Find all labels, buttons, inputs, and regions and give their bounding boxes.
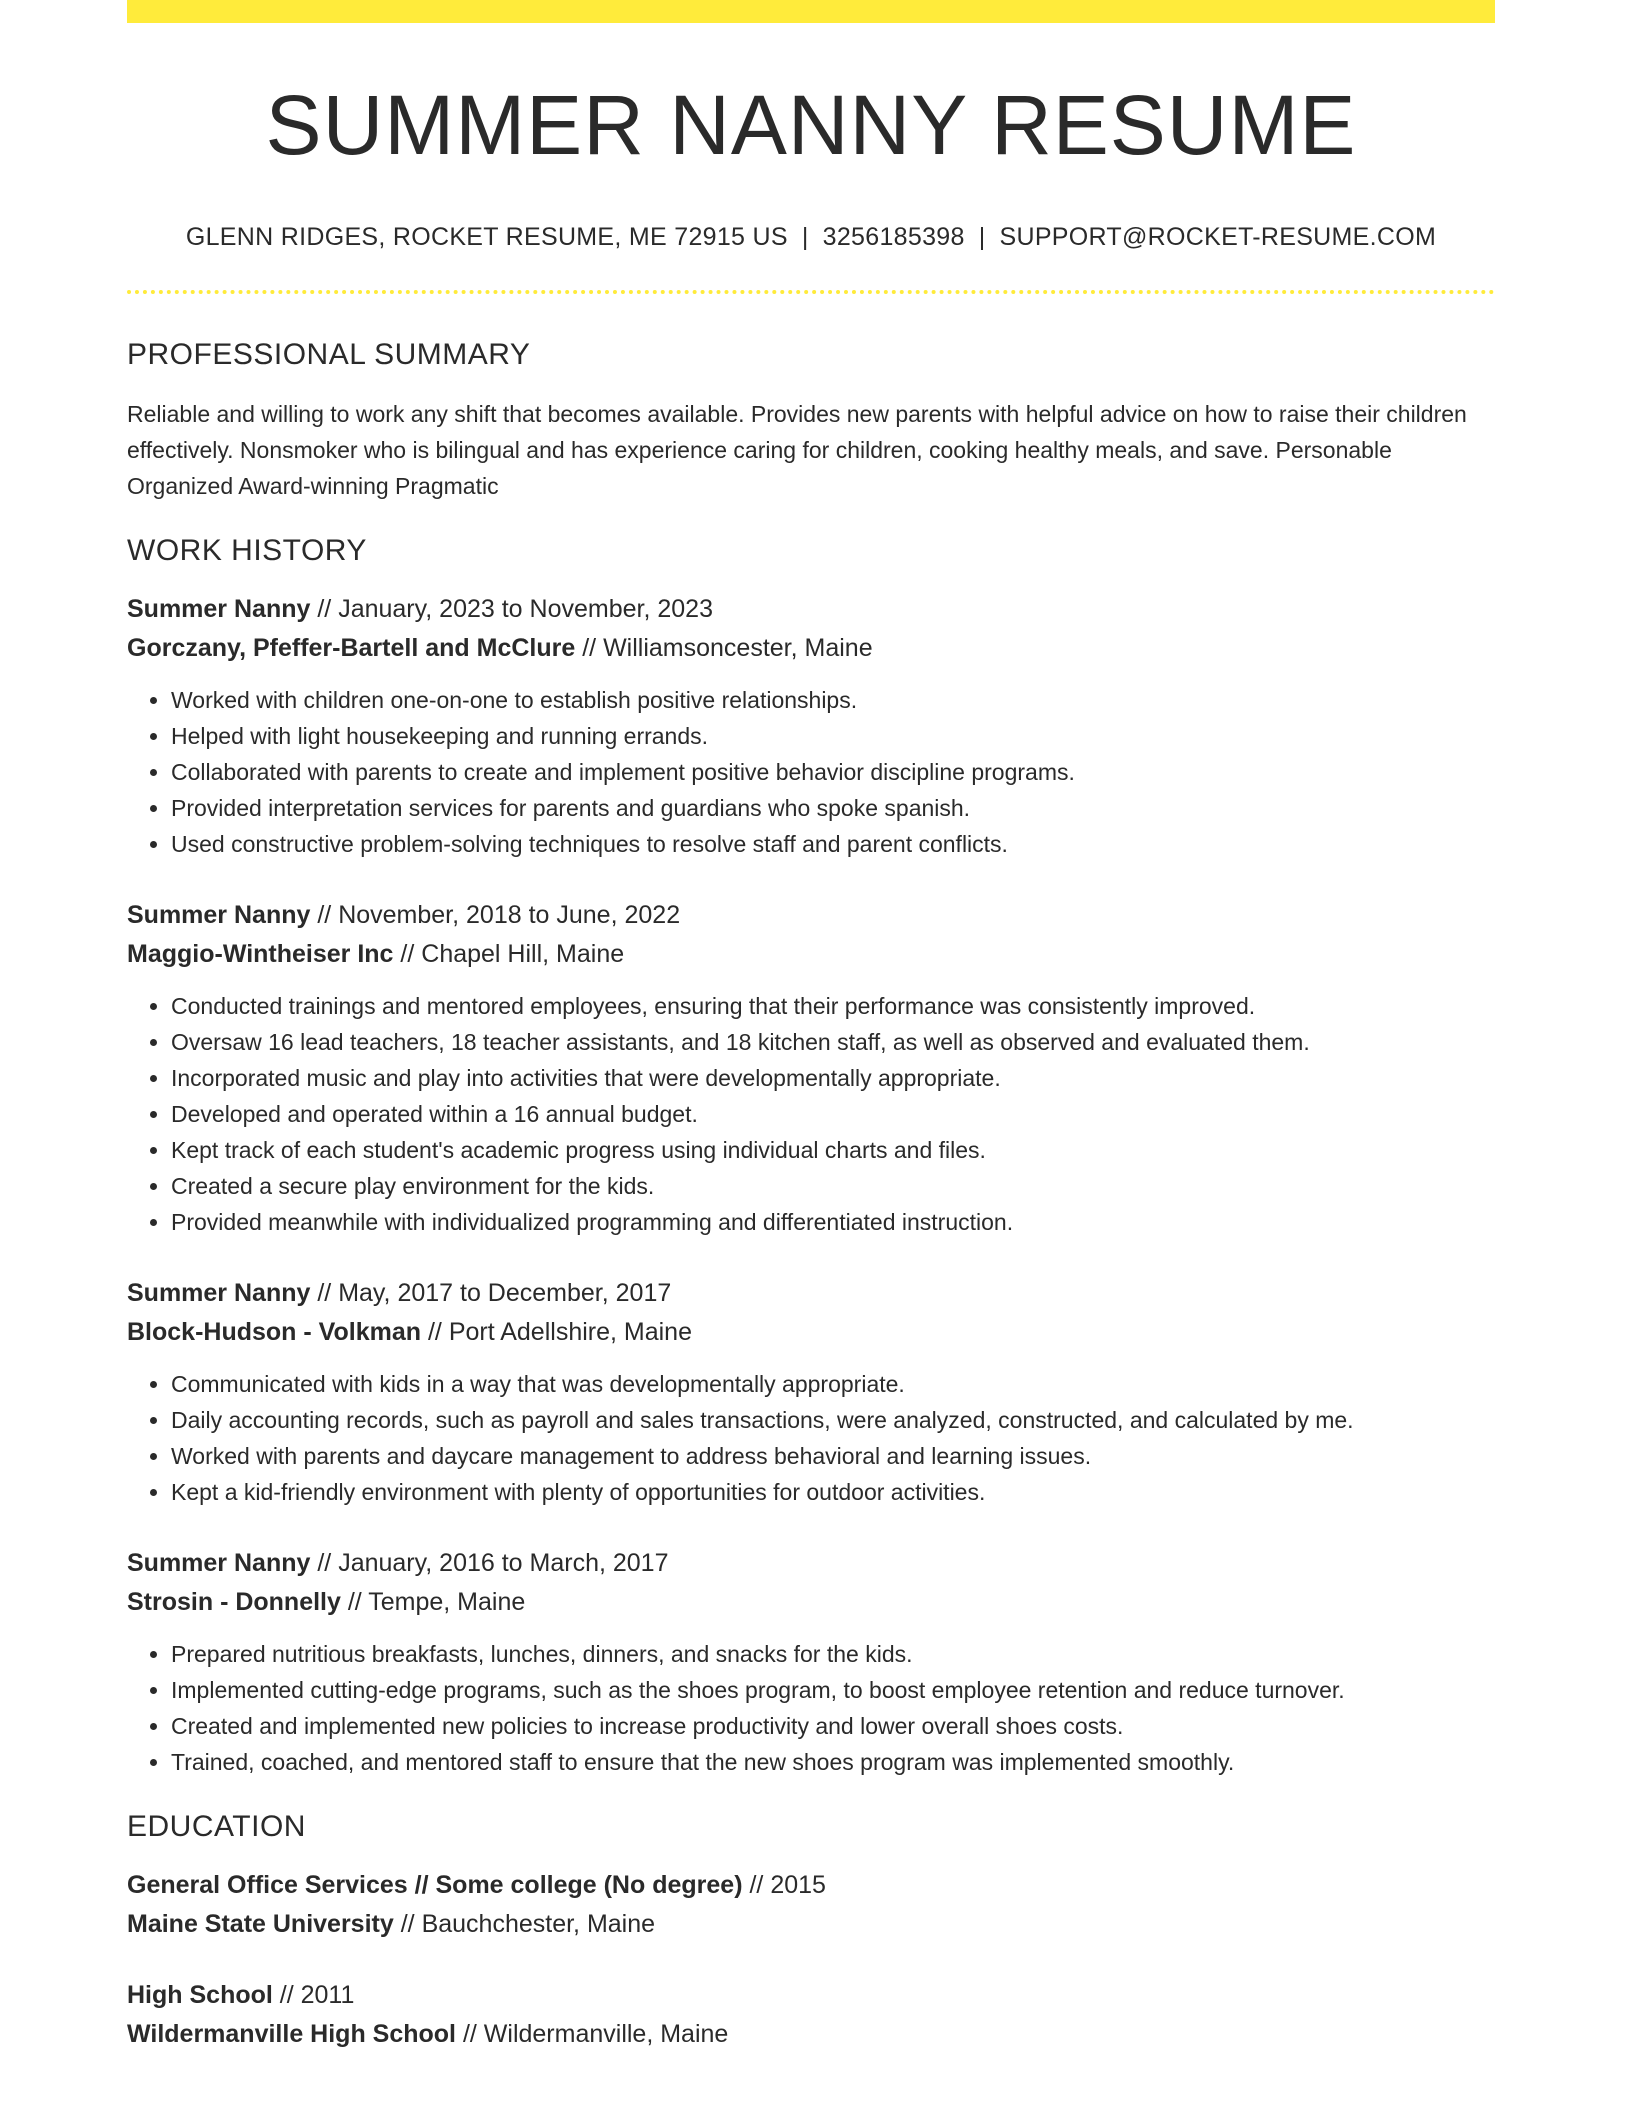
job-entry	[127, 590, 1495, 862]
education-school: Wildermanville High School	[127, 2020, 456, 2048]
job-title: Summer Nanny	[127, 901, 311, 929]
job-bullet: • Communicated with kids in a way that was developmentally appropriate.	[171, 1366, 1495, 1402]
job-dates: January, 2016 to March, 2017	[338, 1549, 669, 1577]
job-bullet: • Incorporated music and play into activities that were developmentally appropriate.	[171, 1060, 1495, 1096]
job-bullet: • Worked with parents and daycare management to address behavioral and learning issues.	[171, 1438, 1495, 1474]
contact-address: GLENN RIDGES, ROCKET RESUME, ME 72915 US	[185, 223, 788, 251]
education-heading: EDUCATION	[127, 1810, 306, 1843]
job-bullet: • Worked with children one-on-one to establish positive relationships.	[171, 682, 1495, 718]
job-bullet: • Provided meanwhile with individualized programming and differentiated instruction.	[171, 1204, 1495, 1240]
job-bullet: • Collaborated with parents to create and implement positive behavior discipline programs.	[171, 754, 1495, 790]
job-bullet: • Implemented cutting-edge programs, such as the shoes program, to boost employee retention and reduce turnover.	[171, 1672, 1495, 1708]
education-degree-line	[127, 1866, 1495, 1905]
job-entry	[127, 896, 1495, 1240]
job-company: Gorczany, Pfeffer-Bartell and McClure	[127, 634, 576, 662]
job-company: Strosin - Donnelly	[127, 1588, 341, 1616]
dotted-divider	[127, 290, 1495, 294]
job-title: Summer Nanny	[127, 595, 311, 623]
work-history-heading: WORK HISTORY	[127, 534, 367, 567]
education-school-line	[127, 1905, 1495, 1944]
resume-page	[127, 0, 1495, 2054]
job-entry	[127, 1544, 1495, 1780]
job-title-line	[127, 896, 1495, 935]
job-bullet: • Oversaw 16 lead teachers, 18 teacher assistants, and 18 kitchen staff, as well as observed and evaluated them.	[171, 1024, 1495, 1060]
field-separator: //	[742, 1871, 771, 1899]
education-location: Bauchchester, Maine	[421, 1910, 656, 1938]
job-bullet: • Prepared nutritious breakfasts, lunches, dinners, and snacks for the kids.	[171, 1636, 1495, 1672]
contact-separator: |	[978, 223, 986, 251]
education-school: Maine State University	[127, 1910, 394, 1938]
job-title-line	[127, 1274, 1495, 1313]
summary-heading: PROFESSIONAL SUMMARY	[127, 338, 531, 371]
job-title-line	[127, 1544, 1495, 1583]
job-bullet: • Created a secure play environment for the kids.	[171, 1168, 1495, 1204]
job-bullet: • Trained, coached, and mentored staff to ensure that the new shoes program was implemented smoothly.	[171, 1744, 1495, 1780]
work-history-list	[127, 590, 1495, 1780]
education-entry	[127, 1976, 1495, 2054]
job-location: Tempe, Maine	[368, 1588, 526, 1616]
contact-line	[127, 223, 1495, 252]
field-separator: //	[310, 901, 339, 929]
education-school-line	[127, 2015, 1495, 2054]
job-company-line	[127, 1313, 1495, 1352]
job-company: Maggio-Wintheiser Inc	[127, 940, 394, 968]
education-entry	[127, 1866, 1495, 1944]
field-separator: //	[310, 1549, 339, 1577]
job-title-line	[127, 590, 1495, 629]
job-company-line	[127, 935, 1495, 974]
job-bullets	[127, 988, 1495, 1240]
summary-text: Reliable and willing to work any shift that becomes available. Provides new parents with helpful advice on how to raise their children effectively. Nonsmoker who is bilingual and has experience caring for children, cooking healthy meals, and save. Personable Organized Award-winning Pragmatic	[127, 401, 1467, 499]
field-separator: //	[310, 595, 339, 623]
top-accent-bar	[127, 0, 1495, 23]
resume-title: SUMMER NANNY RESUME	[265, 78, 1357, 172]
education-location: Wildermanville, Maine	[483, 2020, 729, 2048]
job-company-line	[127, 1583, 1495, 1622]
education-degree: General Office Services // Some college (No degree)	[127, 1871, 743, 1899]
field-separator: //	[340, 1588, 369, 1616]
job-location: Williamsoncester, Maine	[603, 634, 873, 662]
education-degree-line	[127, 1976, 1495, 2015]
job-entry	[127, 1274, 1495, 1510]
job-title: Summer Nanny	[127, 1279, 311, 1307]
job-bullet: • Kept a kid-friendly environment with plenty of opportunities for outdoor activities.	[171, 1474, 1495, 1510]
field-separator: //	[575, 634, 604, 662]
job-location: Chapel Hill, Maine	[421, 940, 625, 968]
field-separator: //	[310, 1279, 339, 1307]
job-location: Port Adellshire, Maine	[448, 1318, 692, 1346]
job-bullets	[127, 1636, 1495, 1780]
field-separator: //	[272, 1981, 301, 2009]
education-degree: High School	[127, 1981, 273, 2009]
education-list	[127, 1866, 1495, 2054]
job-bullets	[127, 682, 1495, 862]
education-year: 2015	[770, 1871, 826, 1899]
education-year: 2011	[300, 1981, 355, 2009]
job-bullet: • Developed and operated within a 16 annual budget.	[171, 1096, 1495, 1132]
job-bullet: • Conducted trainings and mentored employees, ensuring that their performance was consistently improved.	[171, 988, 1495, 1024]
job-title: Summer Nanny	[127, 1549, 311, 1577]
job-bullet: • Used constructive problem-solving techniques to resolve staff and parent conflicts.	[171, 826, 1495, 862]
contact-phone: 3256185398	[822, 223, 965, 251]
job-dates: May, 2017 to December, 2017	[338, 1279, 672, 1307]
job-bullet: • Kept track of each student's academic progress using individual charts and files.	[171, 1132, 1495, 1168]
job-bullet: • Provided interpretation services for parents and guardians who spoke spanish.	[171, 790, 1495, 826]
job-company: Block-Hudson - Volkman	[127, 1318, 422, 1346]
contact-email: SUPPORT@ROCKET-RESUME.COM	[999, 223, 1437, 251]
job-dates: November, 2018 to June, 2022	[338, 901, 681, 929]
job-bullet: • Daily accounting records, such as payroll and sales transactions, were analyzed, constructed, and calculated by me.	[171, 1402, 1495, 1438]
field-separator: //	[393, 940, 422, 968]
job-bullet: • Helped with light housekeeping and running errands.	[171, 718, 1495, 754]
contact-separator: |	[801, 223, 809, 251]
field-separator: //	[421, 1318, 449, 1346]
field-separator: //	[456, 2020, 484, 2048]
job-bullets	[127, 1366, 1495, 1510]
job-bullet: • Created and implemented new policies to increase productivity and lower overall shoes costs.	[171, 1708, 1495, 1744]
job-company-line	[127, 629, 1495, 668]
job-dates: January, 2023 to November, 2023	[338, 595, 713, 623]
field-separator: //	[393, 1910, 422, 1938]
